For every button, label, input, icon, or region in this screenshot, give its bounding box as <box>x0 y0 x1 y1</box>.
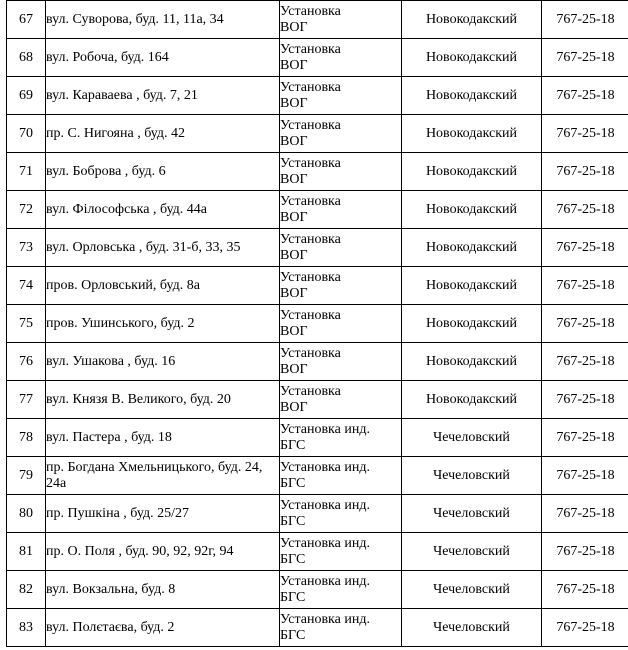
district-cell: Новокодакский <box>402 115 542 153</box>
address-cell-text: вул. Князя В. Великого, буд. 20 <box>46 391 231 407</box>
address-cell <box>46 305 280 343</box>
row-number: 81 <box>7 533 46 571</box>
row-number: 74 <box>7 267 46 305</box>
address-cell <box>46 609 280 647</box>
address-cell <box>46 153 280 191</box>
work-type-cell <box>280 381 402 419</box>
address-cell <box>46 229 280 267</box>
table-row <box>7 419 628 457</box>
work-type-cell-text: Установка ВОГ <box>280 117 341 149</box>
phone-cell: 767-25-18 <box>542 305 628 343</box>
address-cell-text: вул. Вокзальна, буд. 8 <box>46 581 176 597</box>
table-row <box>7 305 628 343</box>
address-cell <box>46 191 280 229</box>
district-cell: Новокодакский <box>402 153 542 191</box>
work-type-cell-text: Установка ВОГ <box>280 383 341 415</box>
work-type-cell-text: Установка инд. БГС <box>280 535 370 567</box>
district-cell: Новокодакский <box>402 77 542 115</box>
row-number: 82 <box>7 571 46 609</box>
table-row <box>7 495 628 533</box>
phone-cell: 767-25-18 <box>542 571 628 609</box>
work-type-cell <box>280 115 402 153</box>
phone-cell: 767-25-18 <box>542 381 628 419</box>
table-row <box>7 571 628 609</box>
table-row <box>7 39 628 77</box>
district-cell: Чечеловский <box>402 533 542 571</box>
work-type-cell-text: Установка ВОГ <box>280 155 341 187</box>
work-type-cell-text: Установка ВОГ <box>280 3 341 35</box>
work-type-cell <box>280 533 402 571</box>
work-type-cell-text: Установка ВОГ <box>280 41 341 73</box>
district-cell: Чечеловский <box>402 609 542 647</box>
address-cell-text: пр. О. Поля , буд. 90, 92, 92г, 94 <box>46 543 234 559</box>
table-row <box>7 1 628 39</box>
district-cell: Чечеловский <box>402 495 542 533</box>
phone-cell: 767-25-18 <box>542 609 628 647</box>
address-cell <box>46 115 280 153</box>
table-row <box>7 381 628 419</box>
address-cell-text: пр. Богдана Хмельницького, буд. 24, 24а <box>46 459 263 491</box>
row-number: 80 <box>7 495 46 533</box>
row-number: 72 <box>7 191 46 229</box>
row-number: 77 <box>7 381 46 419</box>
district-cell: Новокодакский <box>402 191 542 229</box>
district-cell: Новокодакский <box>402 1 542 39</box>
phone-cell: 767-25-18 <box>542 191 628 229</box>
address-cell-text: вул. Орловська , буд. 31-б, 33, 35 <box>46 239 241 255</box>
row-number: 75 <box>7 305 46 343</box>
district-cell: Чечеловский <box>402 457 542 495</box>
address-cell-text: вул. Полєтаєва, буд. 2 <box>46 619 175 635</box>
work-type-cell <box>280 229 402 267</box>
phone-cell: 767-25-18 <box>542 39 628 77</box>
address-cell-text: вул. Караваева , буд. 7, 21 <box>46 87 198 103</box>
work-type-cell <box>280 267 402 305</box>
address-cell <box>46 495 280 533</box>
work-type-cell-text: Установка инд. БГС <box>280 459 370 491</box>
address-cell-text: пров. Орловський, буд. 8а <box>46 277 200 293</box>
row-number: 70 <box>7 115 46 153</box>
address-cell-text: вул. Суворова, буд. 11, 11а, 34 <box>46 11 224 27</box>
address-cell <box>46 39 280 77</box>
phone-cell: 767-25-18 <box>542 343 628 381</box>
work-type-cell <box>280 77 402 115</box>
row-number: 71 <box>7 153 46 191</box>
address-cell <box>46 267 280 305</box>
table-row <box>7 191 628 229</box>
work-type-cell <box>280 571 402 609</box>
phone-cell: 767-25-18 <box>542 533 628 571</box>
work-type-cell <box>280 495 402 533</box>
row-number: 67 <box>7 1 46 39</box>
work-type-cell <box>280 153 402 191</box>
phone-cell: 767-25-18 <box>542 1 628 39</box>
work-type-cell-text: Установка ВОГ <box>280 269 341 301</box>
work-type-cell-text: Установка ВОГ <box>280 345 341 377</box>
phone-cell: 767-25-18 <box>542 229 628 267</box>
phone-cell: 767-25-18 <box>542 495 628 533</box>
row-number: 69 <box>7 77 46 115</box>
address-cell-text: вул. Ушакова , буд. 16 <box>46 353 176 369</box>
row-number: 76 <box>7 343 46 381</box>
table-row <box>7 533 628 571</box>
address-cell <box>46 77 280 115</box>
address-cell <box>46 457 280 495</box>
table-body <box>7 1 628 647</box>
work-type-cell-text: Установка инд. БГС <box>280 497 370 529</box>
work-type-cell <box>280 1 402 39</box>
work-type-cell-text: Установка инд. БГС <box>280 573 370 605</box>
district-cell: Новокодакский <box>402 39 542 77</box>
work-type-cell-text: Установка инд. БГС <box>280 421 370 453</box>
row-number: 78 <box>7 419 46 457</box>
address-cell <box>46 1 280 39</box>
phone-cell: 767-25-18 <box>542 115 628 153</box>
address-cell-text: вул. Філософська , буд. 44а <box>46 201 208 217</box>
table-row <box>7 115 628 153</box>
district-cell: Чечеловский <box>402 571 542 609</box>
address-cell-text: пр. С. Нигояна , буд. 42 <box>46 125 186 141</box>
work-type-cell <box>280 191 402 229</box>
work-type-cell-text: Установка ВОГ <box>280 231 341 263</box>
phone-cell: 767-25-18 <box>542 419 628 457</box>
work-type-cell <box>280 305 402 343</box>
table-row <box>7 229 628 267</box>
table-row <box>7 343 628 381</box>
work-type-cell-text: Установка инд. БГС <box>280 611 370 643</box>
address-cell-text: вул. Робоча, буд. 164 <box>46 49 169 65</box>
row-number: 73 <box>7 229 46 267</box>
address-cell-text: пр. Пушкіна , буд. 25/27 <box>46 505 190 521</box>
district-cell: Чечеловский <box>402 419 542 457</box>
district-cell: Новокодакский <box>402 305 542 343</box>
work-type-cell <box>280 343 402 381</box>
address-cell-text: вул. Пастера , буд. 18 <box>46 429 172 445</box>
district-cell: Новокодакский <box>402 381 542 419</box>
work-type-cell-text: Установка ВОГ <box>280 193 341 225</box>
row-number: 79 <box>7 457 46 495</box>
work-type-cell <box>280 39 402 77</box>
phone-cell: 767-25-18 <box>542 457 628 495</box>
phone-cell: 767-25-18 <box>542 267 628 305</box>
address-table <box>6 0 628 647</box>
table-row <box>7 457 628 495</box>
address-cell <box>46 533 280 571</box>
district-cell: Новокодакский <box>402 267 542 305</box>
work-type-cell-text: Установка ВОГ <box>280 307 341 339</box>
phone-cell: 767-25-18 <box>542 77 628 115</box>
work-type-cell <box>280 609 402 647</box>
address-cell <box>46 571 280 609</box>
table-row <box>7 77 628 115</box>
table-row <box>7 267 628 305</box>
row-number: 68 <box>7 39 46 77</box>
work-type-cell <box>280 419 402 457</box>
address-cell-text: вул. Боброва , буд. 6 <box>46 163 166 179</box>
table-row <box>7 153 628 191</box>
work-type-cell <box>280 457 402 495</box>
work-type-cell-text: Установка ВОГ <box>280 79 341 111</box>
address-cell <box>46 343 280 381</box>
table-row <box>7 609 628 647</box>
row-number: 83 <box>7 609 46 647</box>
district-cell: Новокодакский <box>402 229 542 267</box>
district-cell: Новокодакский <box>402 343 542 381</box>
address-cell <box>46 419 280 457</box>
address-cell <box>46 381 280 419</box>
phone-cell: 767-25-18 <box>542 153 628 191</box>
address-cell-text: пров. Ушинського, буд. 2 <box>46 315 195 331</box>
